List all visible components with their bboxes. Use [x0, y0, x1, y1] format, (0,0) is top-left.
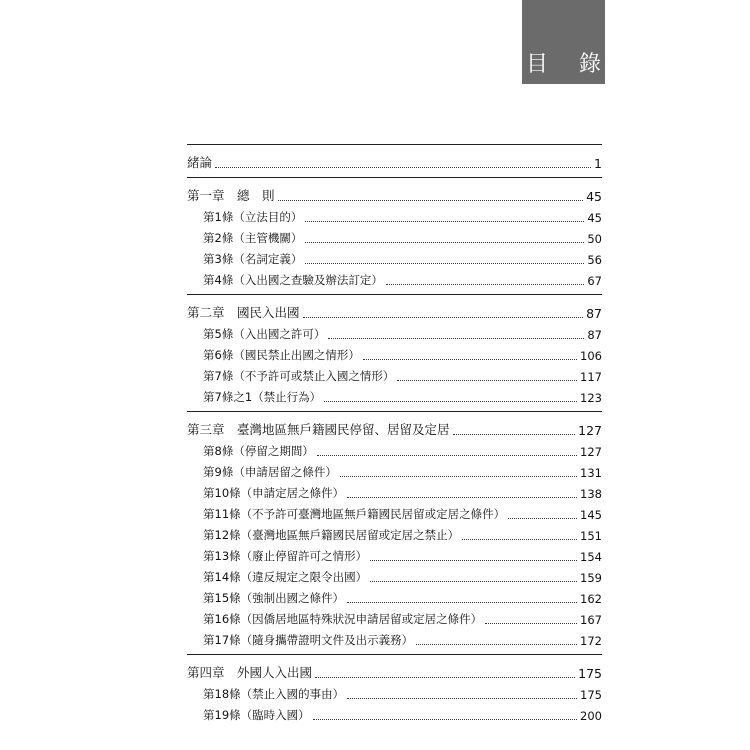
toc-article-entry [187, 267, 602, 288]
toc-chapter-entry [187, 300, 602, 321]
dot-leader [397, 378, 577, 381]
toc-article-entry [187, 543, 602, 564]
toc-article-entry [187, 606, 602, 627]
toc-entry-label: 第12條（臺灣地區無戶籍國民居留或定居之禁止） [203, 528, 460, 542]
toc-entry-label: 第1條（立法目的） [203, 210, 303, 224]
toc-article-entry [187, 246, 602, 267]
dot-leader [462, 537, 577, 540]
toc-page-number: 162 [580, 592, 602, 606]
toc-article-entry [187, 585, 602, 606]
toc-page-number: 151 [580, 529, 602, 543]
dot-leader [370, 579, 577, 582]
toc-page-number: 87 [587, 328, 602, 342]
dot-leader [305, 219, 584, 222]
toc-page-number: 45 [587, 211, 602, 225]
dot-leader [416, 642, 577, 645]
toc-page-number: 123 [580, 391, 602, 405]
toc-page-number: 87 [586, 306, 602, 321]
toc-page-number: 45 [586, 189, 602, 204]
chapter-divider [187, 177, 602, 178]
dot-leader [305, 240, 584, 243]
toc-chapter-entry [187, 183, 602, 204]
toc-entry-label: 緒論 [187, 155, 213, 170]
toc-article-entry [187, 363, 602, 384]
toc-entry-label: 第14條（違反規定之限令出國） [203, 570, 368, 584]
dot-leader [363, 357, 577, 360]
toc-page-number: 145 [580, 508, 602, 522]
toc-page-number: 106 [580, 349, 602, 363]
dot-leader [328, 336, 584, 339]
dot-leader [317, 453, 577, 456]
toc-article-entry [187, 501, 602, 522]
toc-page-number: 167 [580, 613, 602, 627]
chapter-divider [187, 144, 602, 145]
toc-chapter-entry [187, 660, 602, 681]
toc-article-entry [187, 564, 602, 585]
chapter-divider [187, 654, 602, 655]
dot-leader [340, 474, 577, 477]
toc-page-number: 67 [587, 274, 602, 288]
dot-leader [313, 717, 577, 720]
toc-article-entry [187, 204, 602, 225]
toc-article-entry [187, 702, 602, 723]
dot-leader [370, 558, 577, 561]
toc-entry-label: 第19條（臨時入國） [203, 708, 310, 722]
toc-article-entry [187, 438, 602, 459]
dot-leader [347, 696, 577, 699]
toc-article-entry [187, 225, 602, 246]
chapter-divider [187, 411, 602, 412]
toc-article-entry [187, 321, 602, 342]
dot-leader [324, 399, 577, 402]
toc-entry-label: 第4條（入出國之查驗及辦法訂定） [203, 273, 383, 287]
toc-page-number: 172 [580, 634, 602, 648]
toc-entry-label: 第8條（停留之期間） [203, 444, 314, 458]
toc-entry-label: 第7條（不予許可或禁止入國之情形） [203, 369, 395, 383]
toc-page-number: 127 [580, 445, 602, 459]
toc-page-number: 127 [578, 423, 602, 438]
toc-entry-label: 第6條（國民禁止出國之情形） [203, 348, 360, 362]
toc-page-number: 131 [580, 466, 602, 480]
dot-leader [215, 165, 591, 168]
toc-page-number: 200 [580, 709, 602, 723]
dot-leader [386, 282, 585, 285]
toc-page-number: 50 [587, 232, 602, 246]
toc-page-number: 159 [580, 571, 602, 585]
toc-entry-label: 第7條之1（禁止行為） [203, 390, 322, 404]
toc-page-number: 175 [580, 688, 602, 702]
toc-entry-label: 第3條（名詞定義） [203, 252, 303, 266]
dot-leader [303, 315, 584, 318]
toc-entry-label: 第二章 國民入出國 [187, 305, 300, 320]
toc-entry-label: 第一章 總 則 [187, 188, 275, 203]
toc-entry-label: 第15條（強制出國之條件） [203, 591, 345, 605]
toc-title: 目 錄 [526, 52, 613, 77]
toc-entry-label: 第2條（主管機關） [203, 231, 303, 245]
dot-leader [347, 495, 577, 498]
toc-entry-label: 第17條（隨身攜帶證明文件及出示義務） [203, 633, 414, 647]
toc-article-entry [187, 480, 602, 501]
toc-title-box [522, 0, 613, 84]
toc-page-number: 56 [587, 253, 602, 267]
dot-leader [315, 675, 575, 678]
toc-article-entry [187, 384, 602, 405]
toc-entry-label: 第三章 臺灣地區無戶籍國民停留、居留及定居 [187, 422, 450, 437]
toc-chapter-entry [187, 417, 602, 438]
dot-leader [278, 198, 584, 201]
table-of-contents [187, 138, 602, 723]
toc-chapter-entry [187, 150, 602, 171]
toc-entry-label: 第5條（入出國之許可） [203, 327, 326, 341]
chapter-divider [187, 294, 602, 295]
dot-leader [508, 516, 577, 519]
toc-entry-label: 第10條（申請定居之條件） [203, 486, 345, 500]
toc-entry-label: 第四章 外國人入出國 [187, 665, 313, 680]
toc-article-entry [187, 627, 602, 648]
toc-page-number: 138 [580, 487, 602, 501]
toc-article-entry [187, 459, 602, 480]
toc-entry-label: 第11條（不予許可臺灣地區無戶籍國民居留或定居之條件） [203, 507, 506, 521]
toc-article-entry [187, 342, 602, 363]
toc-article-entry [187, 522, 602, 543]
toc-entry-label: 第13條（廢止停留許可之情形） [203, 549, 368, 563]
toc-entry-label: 第18條（禁止入國的事由） [203, 687, 345, 701]
toc-entry-label: 第16條（因僑居地區特殊狀況申請居留或定居之條件） [203, 612, 483, 626]
toc-entry-label: 第9條（申請居留之條件） [203, 465, 337, 479]
toc-page-number: 175 [578, 666, 602, 681]
dot-leader [347, 600, 577, 603]
dot-leader [453, 432, 576, 435]
toc-article-entry [187, 681, 602, 702]
toc-page-number: 154 [580, 550, 602, 564]
toc-page-number: 1 [594, 156, 602, 171]
dot-leader [485, 621, 577, 624]
toc-page-number: 117 [580, 370, 602, 384]
dot-leader [305, 261, 584, 264]
